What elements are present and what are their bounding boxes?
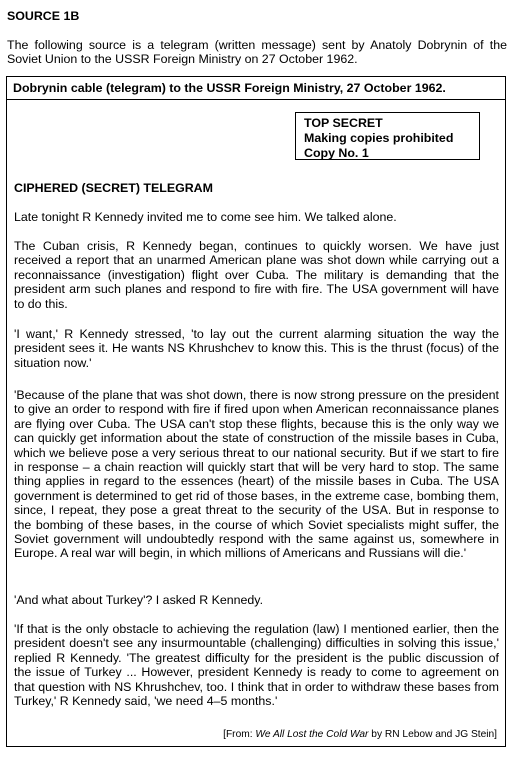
cable-frame (6, 76, 506, 747)
classification-line: TOP SECRET (304, 116, 383, 130)
title-divider (7, 99, 505, 100)
telegram-paragraph: 'I want,' R Kennedy stressed, 'to lay out the current alarming situation the way the president sees it. He wants NS Khrushchev to know this. This is the thrust (focus) of the situation now.' (14, 327, 499, 370)
citation-authors: by RN Lebow and JG Stein] (368, 729, 497, 740)
cable-title: Dobrynin cable (telegram) to the USSR Foreign Ministry, 27 October 1962. (13, 81, 446, 95)
telegram-paragraph: 'And what about Turkey'? I asked R Kennedy. (14, 593, 264, 607)
source-heading: SOURCE 1B (7, 9, 80, 23)
telegram-paragraph: Late tonight R Kennedy invited me to come see him. We talked alone. (14, 210, 397, 224)
citation-book-title: We All Lost the Cold War (255, 729, 369, 740)
classification-line: Making copies prohibited (304, 131, 454, 145)
source-citation (223, 728, 497, 742)
telegram-paragraph: The Cuban crisis, R Kennedy began, continues to quickly worsen. We have just received a report that an unarmed American plane was shot down while carrying out a reconnaissance (investigation) flight over Cuba. The military is demanding that the president arm such planes and respond to fire with fire. The USA government will have to do this. (14, 239, 499, 311)
classification-box (295, 112, 480, 160)
citation-prefix: [From: (223, 729, 256, 740)
telegram-paragraph: 'If that is the only obstacle to achieving the regulation (law) I mentioned earlier, then the president doesn't see any insurmountable (challenging) difficulties in solving this issue,' replied R Kennedy. 'The greatest difficulty for the president is the public discussion of the issue of Turkey ... However, president Kennedy is ready to come to agreement on that question with NS Khrushchev, too. I think that in order to withdraw these bases from Turkey,' R Kennedy said, 'we need 4–5 months.' (14, 622, 499, 709)
telegram-paragraph: 'Because of the plane that was shot down, there is now strong pressure on the president to give an order to respond with fire if fired upon when American reconnaissance planes are flying over Cuba. The USA can't stop these flights, because this is the only way we can quickly get information about the state of construction of the missile bases in Cuba, which we believe pose a very serious threat to our national security. But if we start to fire in response – a chain reaction will quickly start that will be very hard to stop. The same thing applies in regard to the essences (heart) of the missile bases in Cuba. The USA government is determined to get rid of those bases, in the extreme case, bombing them, since, I repeat, they pose a great threat to the security of the USA. But in response to the bombing of these bases, in the course of which Soviet specialists might suffer, the Soviet government will undoubtedly respond with the same against us, somewhere in Europe. A real war will begin, in which millions of Americans and Russians will die.' (14, 388, 499, 561)
source-intro: The following source is a telegram (written message) sent by Anatoly Dobrynin of the Soviet Union to the USSR Foreign Ministry on 27 October 1962. (7, 38, 507, 67)
classification-line: Copy No. 1 (304, 146, 369, 160)
telegram-subheading: CIPHERED (SECRET) TELEGRAM (14, 181, 213, 195)
